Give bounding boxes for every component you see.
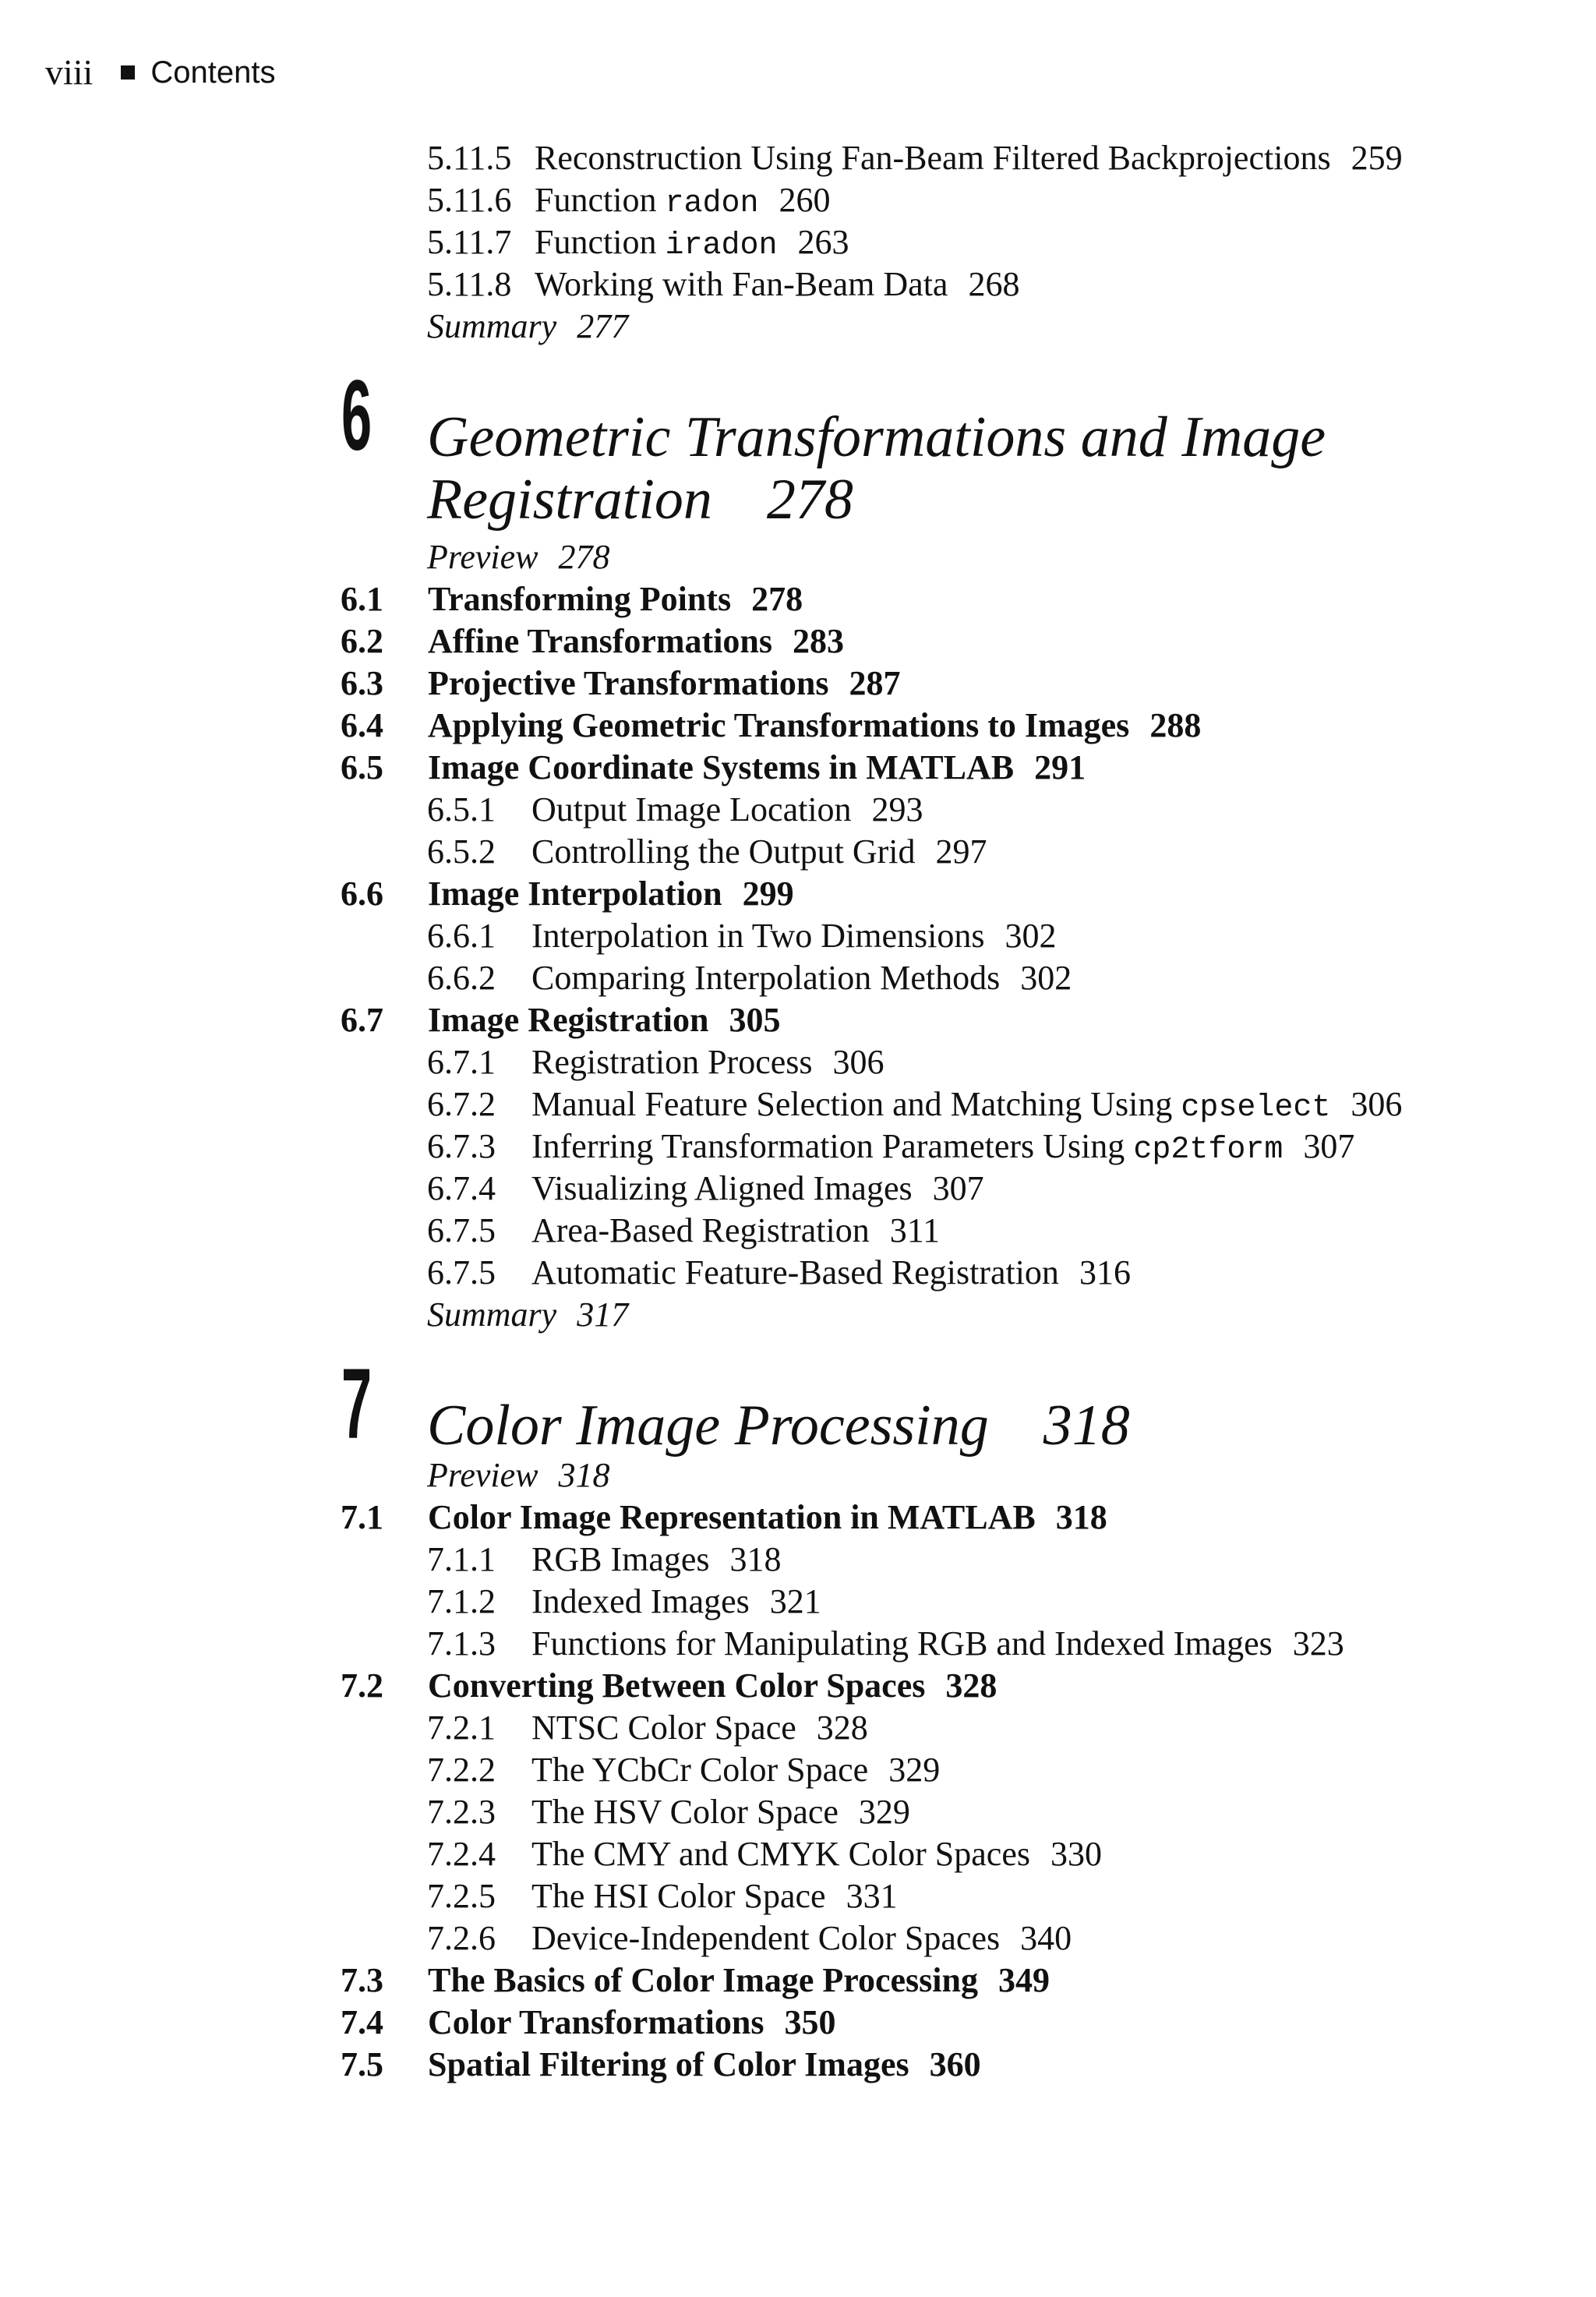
entry-page: 307 [1303,1127,1355,1165]
toc-section [341,663,900,705]
entry-number: 6.1 [341,580,383,618]
entry-title: Reconstruction Using Fan-Beam Filtered Backprojections [535,139,1331,177]
entry-title: Preview [427,538,538,576]
entry-page: 287 [849,664,901,702]
entry-title: Area-Based Registration [531,1211,870,1249]
entry-title: Inferring Transformation Parameters Using [531,1127,1134,1165]
entry-title: RGB Images [531,1540,710,1578]
toc-section [341,1960,1050,2002]
entry-number: 7.2.2 [427,1751,496,1789]
chapter-title-line-2 [427,468,853,532]
page-number: viii [45,52,94,92]
entry-page: 278 [558,538,610,576]
entry-page: 360 [929,2045,981,2083]
entry-title: Registration Process [531,1043,813,1081]
entry-number: 7.1 [341,1498,383,1536]
entry-code: iradon [665,228,778,263]
entry-page: 302 [1005,917,1057,955]
toc-subsection [427,1210,940,1252]
entry-page: 318 [558,1456,610,1494]
toc-subsection [427,1623,1344,1665]
entry-title: Color Transformations [428,2003,764,2041]
toc-section [341,999,781,1041]
toc-section [341,2002,835,2044]
entry-page: 291 [1034,748,1086,786]
entry-page: 329 [858,1793,910,1831]
entry-number: 7.2.3 [427,1793,496,1831]
entry-number: 6.2 [341,622,383,660]
entry-number: 7.4 [341,2003,383,2041]
entry-page: 268 [968,265,1020,303]
entry-title: The HSI Color Space [531,1877,826,1915]
entry-page: 278 [751,580,803,618]
entry-title: Comparing Interpolation Methods [531,959,1001,997]
toc-subsection [427,957,1072,999]
toc-subsection [427,1791,910,1833]
toc-entry [427,179,830,225]
chapter-page: 318 [1043,1394,1130,1458]
entry-title: The YCbCr Color Space [531,1751,869,1789]
entry-number: 7.1.1 [427,1540,496,1578]
toc-subsection [427,1833,1102,1875]
entry-page: 305 [729,1001,781,1039]
entry-title: Image Coordinate Systems in MATLAB [428,748,1015,786]
entry-page: 302 [1020,959,1072,997]
entry-page: 328 [945,1666,998,1705]
entry-title: Converting Between Color Spaces [428,1666,926,1705]
entry-page: 328 [816,1709,868,1747]
toc-subsection [427,789,923,831]
entry-page: 260 [779,181,831,219]
entry-title: Transforming Points [428,580,732,618]
running-head-label: Contents [150,55,276,90]
entry-title: Visualizing Aligned Images [531,1169,913,1207]
entry-page: 311 [889,1211,941,1249]
entry-number: 5.11.5 [427,139,512,177]
entry-number: 7.2.5 [427,1877,496,1915]
toc-subsection [427,1749,940,1791]
entry-title: Spatial Filtering of Color Images [428,2045,909,2083]
entry-number: 5.11.8 [427,265,512,303]
entry-page: 283 [793,622,845,660]
toc-section [341,873,794,915]
entry-number: 6.7.3 [427,1127,496,1165]
entry-page: 297 [935,832,987,871]
toc-subsection [427,915,1057,957]
entry-number: 5.11.6 [427,181,512,219]
entry-number: 6.3 [341,664,383,702]
toc-section [341,1497,1107,1539]
entry-title: Functions for Manipulating RGB and Indexed Images [531,1624,1273,1663]
entry-title: Controlling the Output Grid [531,832,916,871]
preview-entry [427,536,610,578]
entry-page: 321 [769,1582,821,1620]
entry-page: 299 [742,875,794,913]
entry-number: 6.6 [341,875,383,913]
toc-entry [427,263,1019,306]
toc-section [341,747,1086,789]
entry-number: 6.7.5 [427,1253,496,1292]
entry-page: 323 [1292,1624,1344,1663]
toc-section [341,705,1201,747]
entry-number: 7.5 [341,2045,383,2083]
entry-number: 5.11.7 [427,223,512,261]
entry-number: 6.4 [341,706,383,744]
toc-subsection [427,1539,782,1581]
entry-number: 6.5 [341,748,383,786]
toc-subsection [427,831,987,873]
entry-number: 6.7.2 [427,1085,496,1123]
entry-title: The HSV Color Space [531,1793,839,1831]
entry-title: NTSC Color Space [531,1709,796,1747]
entry-number: 6.5.1 [427,790,496,829]
entry-code: cpselect [1181,1090,1331,1126]
entry-title: The Basics of Color Image Processing [428,1961,978,1999]
entry-number: 6.7.4 [427,1169,496,1207]
entry-page: 306 [1351,1085,1403,1123]
entry-title: Affine Transformations [428,622,773,660]
summary-entry [427,1294,628,1336]
entry-title: Interpolation in Two Dimensions [531,917,985,955]
entry-number: 7.2 [341,1666,383,1705]
entry-number: 7.2.1 [427,1709,496,1747]
entry-title: Function [535,223,666,261]
chapter-title-text: Registration [427,468,712,532]
entry-number: 7.3 [341,1961,383,1999]
entry-title: The CMY and CMYK Color Spaces [531,1835,1030,1873]
entry-page: 263 [797,223,849,261]
entry-page: 317 [577,1295,629,1334]
summary-entry [427,306,628,348]
entry-number: 6.6.2 [427,959,496,997]
toc-entry [427,221,849,267]
entry-title: Manual Feature Selection and Matching Using [531,1085,1181,1123]
entry-code: cp2tform [1133,1133,1284,1168]
entry-title: Output Image Location [531,790,852,829]
entry-page: 318 [729,1540,782,1578]
toc-subsection [427,1168,984,1210]
toc-section [341,578,803,620]
entry-title: Summary [427,1295,557,1334]
entry-page: 350 [784,2003,836,2041]
entry-number: 6.7.5 [427,1211,496,1249]
chapter-number: 6 [341,360,373,472]
entry-number: 6.7.1 [427,1043,496,1081]
entry-page: 259 [1351,139,1403,177]
chapter-page: 278 [766,468,853,532]
entry-page: 331 [846,1877,898,1915]
toc-section [341,1665,997,1707]
entry-page: 318 [1055,1498,1107,1536]
entry-number: 7.1.3 [427,1624,496,1663]
entry-number: 7.2.4 [427,1835,496,1873]
entry-title: Summary [427,307,557,345]
entry-page: 277 [577,307,629,345]
chapter-title-text: Color Image Processing [427,1394,989,1458]
entry-title: Automatic Feature-Based Registration [531,1253,1059,1292]
toc-subsection [427,1252,1131,1294]
entry-title: Projective Transformations [428,664,829,702]
entry-title: Image Interpolation [428,875,722,913]
toc-subsection [427,1581,821,1623]
entry-code: radon [665,186,759,221]
toc-subsection [427,1707,868,1749]
toc-subsection [427,1917,1072,1960]
entry-number: 7.2.6 [427,1919,496,1957]
entry-title: Indexed Images [531,1582,750,1620]
entry-number: 7.1.2 [427,1582,496,1620]
toc-subsection [427,1875,898,1917]
entry-title: Preview [427,1456,538,1494]
entry-page: 288 [1149,706,1202,744]
entry-title: Color Image Representation in MATLAB [428,1498,1036,1536]
toc-section [341,2044,981,2086]
chapter-title-line-1: Geometric Transformations and Image [427,405,1326,469]
entry-title: Device-Independent Color Spaces [531,1919,1001,1957]
toc-section [341,620,844,663]
entry-page: 349 [998,1961,1050,1999]
entry-title: Working with Fan-Beam Data [535,265,948,303]
entry-page: 340 [1020,1919,1072,1957]
entry-page: 329 [888,1751,941,1789]
chapter-number: 7 [341,1348,373,1460]
entry-page: 307 [932,1169,984,1207]
entry-page: 306 [832,1043,885,1081]
preview-entry [427,1454,610,1497]
entry-number: 6.6.1 [427,917,496,955]
toc-entry [427,137,1403,179]
entry-number: 6.7 [341,1001,383,1039]
toc-subsection [427,1126,1354,1171]
entry-page: 330 [1050,1835,1102,1873]
chapter-title [427,1394,1130,1458]
entry-title: Applying Geometric Transformations to Images [428,706,1130,744]
entry-number: 6.5.2 [427,832,496,871]
entry-page: 316 [1079,1253,1131,1292]
entry-title: Image Registration [428,1001,709,1039]
entry-page: 293 [871,790,923,829]
toc-subsection [427,1041,885,1083]
entry-title: Function [535,181,666,219]
toc-subsection [427,1083,1402,1129]
